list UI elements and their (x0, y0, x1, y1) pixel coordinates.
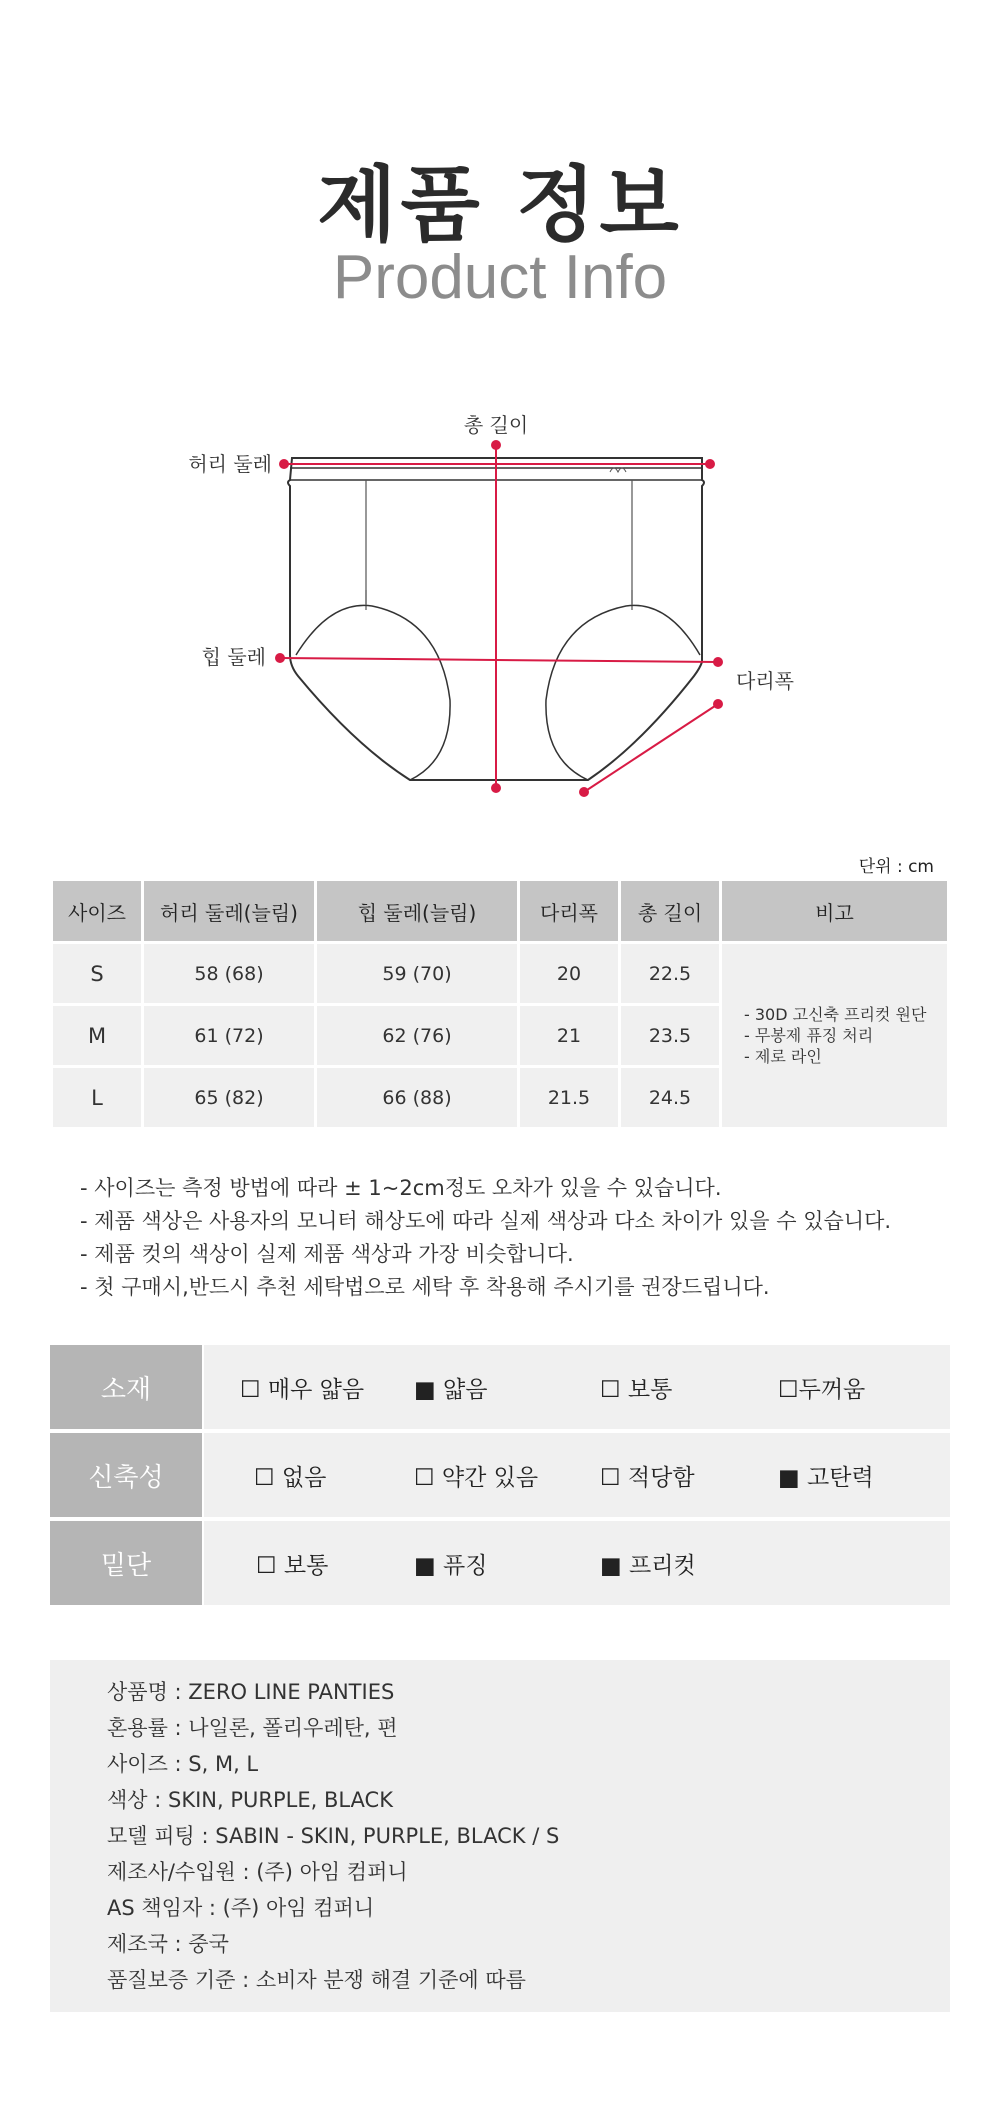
note-line: - 제품 색상은 사용자의 모니터 해상도에 따라 실제 색상과 다소 차이가 있을 수 있습니다. (80, 1209, 892, 1233)
table-row (53, 944, 947, 1003)
label-hip: 힙 둘레 (201, 645, 266, 669)
size-table-header (53, 881, 947, 941)
attribute-option: ■ 얇음 (414, 1376, 488, 1403)
attribute-label: 소재 (50, 1345, 202, 1429)
attribute-options (204, 1521, 950, 1605)
leg-line (584, 704, 718, 792)
product-info-box (50, 1660, 950, 2012)
attribute-options (204, 1433, 950, 1517)
info-line: 모델 피팅 : SABIN - SKIN, PURPLE, BLACK / S (107, 1824, 560, 1848)
header-waist: 허리 둘레(늘림) (144, 881, 314, 941)
attribute-option: ■ 프리컷 (600, 1552, 696, 1579)
attribute-option: ☐ 적당함 (600, 1464, 695, 1491)
cell-size: M (53, 1006, 141, 1065)
attribute-label: 밑단 (50, 1521, 202, 1605)
hip-line (280, 658, 718, 662)
remark-line: - 제로 라인 (744, 1047, 822, 1066)
page-title: 제품 정보 (317, 158, 683, 253)
product-diagram (0, 400, 1000, 820)
size-table (50, 878, 950, 1130)
info-line: 제조사/수입원 : (주) 아임 컴퍼니 (107, 1860, 408, 1884)
header-size: 사이즈 (53, 881, 141, 941)
note-line: - 사이즈는 측정 방법에 따라 ± 1~2cm정도 오차가 있을 수 있습니다. (80, 1176, 722, 1200)
label-waist: 허리 둘레 (188, 452, 272, 476)
cell-waist: 65 (82) (144, 1068, 314, 1127)
attribute-label: 신축성 (50, 1433, 202, 1517)
attribute-row-hem (50, 1521, 950, 1605)
attribute-option: ☐두꺼움 (778, 1376, 866, 1403)
attribute-option: ■ 퓨징 (414, 1552, 488, 1579)
remark-line: - 무봉제 퓨징 처리 (744, 1026, 874, 1045)
info-line: 혼용률 : 나일론, 폴리우레탄, 편 (107, 1716, 398, 1740)
info-line: 제조국 : 중국 (107, 1932, 229, 1956)
header-total-length: 총 길이 (621, 881, 719, 941)
cell-leg: 21.5 (520, 1068, 618, 1127)
cell-total-length: 23.5 (621, 1006, 719, 1065)
page-subtitle: Product Info (332, 243, 668, 312)
cell-total-length: 24.5 (621, 1068, 719, 1127)
panties-illustration (0, 400, 1000, 820)
cell-remarks (722, 944, 947, 1127)
attribute-row-elasticity (50, 1433, 950, 1517)
header-remarks: 비고 (722, 881, 947, 941)
cell-leg: 20 (520, 944, 618, 1003)
attribute-option: ☐ 약간 있음 (414, 1464, 539, 1491)
header-leg: 다리폭 (520, 881, 618, 941)
cell-hip: 62 (76) (317, 1006, 517, 1065)
note-line: - 첫 구매시,반드시 추천 세탁법으로 세탁 후 착용해 주시기를 권장드립니다. (80, 1275, 770, 1299)
cell-hip: 66 (88) (317, 1068, 517, 1127)
cell-size: L (53, 1068, 141, 1127)
info-line: AS 책임자 : (주) 아임 컴퍼니 (107, 1896, 375, 1920)
attribute-option: ☐ 보통 (600, 1376, 673, 1403)
label-leg: 다리폭 (736, 669, 794, 693)
attribute-option: ☐ 매우 얇음 (240, 1376, 365, 1403)
info-line: 상품명 : ZERO LINE PANTIES (107, 1680, 395, 1704)
info-line: 색상 : SKIN, PURPLE, BLACK (107, 1788, 393, 1812)
note-line: - 제품 컷의 색상이 실제 제품 색상과 가장 비슷합니다. (80, 1242, 574, 1266)
cell-waist: 61 (72) (144, 1006, 314, 1065)
cell-total-length: 22.5 (621, 944, 719, 1003)
cell-waist: 58 (68) (144, 944, 314, 1003)
cell-size: S (53, 944, 141, 1003)
attribute-option: ☐ 보통 (256, 1552, 329, 1579)
attribute-option: ☐ 없음 (254, 1464, 327, 1491)
attribute-row-material (50, 1345, 950, 1429)
attribute-options (204, 1345, 950, 1429)
size-notes (80, 1172, 891, 1304)
remark-line: - 30D 고신축 프리컷 원단 (744, 1005, 927, 1024)
cell-leg: 21 (520, 1006, 618, 1065)
label-total-length: 총 길이 (463, 413, 529, 437)
info-line: 사이즈 : S, M, L (107, 1752, 259, 1776)
info-line: 품질보증 기준 : 소비자 분쟁 해결 기준에 따름 (107, 1968, 526, 1992)
attribute-option: ■ 고탄력 (778, 1464, 874, 1491)
header-hip: 힙 둘레(늘림) (317, 881, 517, 941)
cell-hip: 59 (70) (317, 944, 517, 1003)
unit-label: 단위 : cm (858, 857, 934, 877)
